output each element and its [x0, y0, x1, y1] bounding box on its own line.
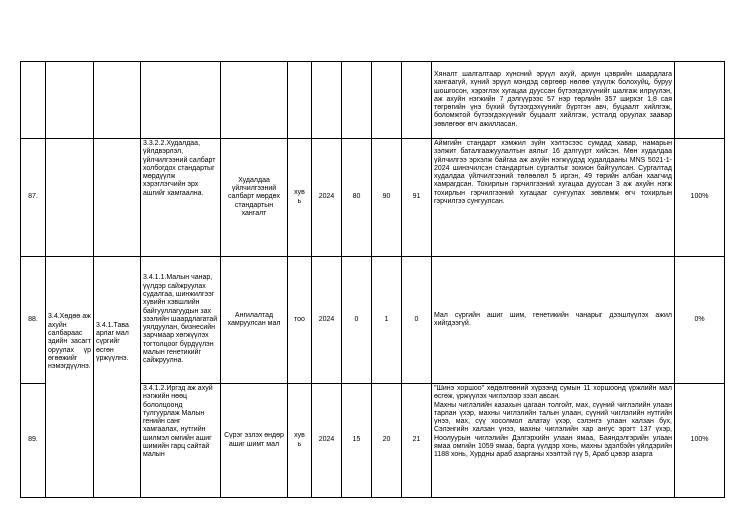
objective-cell — [94, 139, 141, 257]
unit-cell: тоо — [288, 257, 312, 384]
unit-cell: хув ь — [288, 384, 312, 498]
activity-cell: 3.3.2.2.Худалдаа, үйлдвэрлэл, үйлчилгээний салбарт холбогдох стандартыг мөрдүүлж хэрэглэгчийн эрх ашгийг хамгаална. — [141, 139, 221, 257]
objective-cell — [94, 62, 141, 139]
indicator-cell — [221, 62, 288, 139]
report-cell: Аймгийн стандарт хэмжил зүйн хэлтэсээс сумдад хавар, намарын зэлжит баталгаажуулалтын аялыг 16 дэлгүүрт хийсэн. Мөн худалдаа үйлчилгээ эрхэлж байгаа аж ахуйн нэгжүүдэд худалдааны MNS 5021-1-2024 шинэчилсэн стандартын сургалтыг зохион байгуулсан. Сургалтад худалдаа үйлчилгээний төлөөлөл 5 иргэн, 49 төрийн албан хаагчид хамрагдсан. Тохирлын гэрчилгээний хугацаа дууссан 3 аж ахуйн нэгж тохирлын гэрчилгээний хугацааг сунгуулах зөвлөмж өгч тохирлын гэрчилгээ сунгуулсан. — [432, 139, 675, 257]
base-cell: 0 — [342, 257, 372, 384]
table-row — [21, 139, 725, 257]
percent-cell: 100% — [675, 139, 725, 257]
goal-cell — [46, 139, 94, 257]
report-cell: "Шинэ хоршоо" хөдөлгөөний хүрээнд сумын 11 хоршоонд үржлийн мал өсгөж, үржүүлэх чиглэлээр зээл авсан. Махны чиглэлийн казахын цагаан толгойт, мах, сүүний чиглэлийн улаан тарлан үхэр, махны чиглэлийн талын улаан, сүүний чиглэлийн нутгийн үнээ, мах, сүү хосолмол алатау үхэр, сэлэнгэ улаан халзан бух, Сэлэнгийн халзан үнээ, махны чиглэлийн хар ангус эрэгт 137 үхэр, Ноолуурын чиглэлийн Дэлгэрхийн улаан ямаа, Баяндэлгэрийн улаан ямаа омгийн 1059 ямаа, барга үүлдэр хонь, махны эдэлбэйн үйлдэрийн 1188 хонь, Хурдны араб азарганы хээлтэй гүү 5, Араб цэвэр азарга — [432, 384, 675, 498]
objective-cell: 3.4.1.Тава арлаг мал сүргийг өсгөн үржүүлнэ. — [94, 257, 141, 498]
table-row — [21, 257, 725, 384]
goal-cell: 3.4.Хөдөө аж ахуйн салбараас эдийн засагт оруулах үр өгөөжийг нэмэгдүүлнэ. — [46, 257, 94, 498]
target-cell: 90 — [372, 139, 402, 257]
row-number: 88. — [21, 257, 46, 384]
percent-cell: 100% — [675, 384, 725, 498]
actual-cell: 91 — [402, 139, 432, 257]
activity-cell: 3.4.1.2.Иргэд аж ахуй нэгжийн нөөц бололцоонд тулгуурлаж Малын генийн санг хамгаалах, нутгийн шилмэл омгийн ашиг шимийн гарц сайтай малын — [141, 384, 221, 498]
percent-cell — [675, 62, 725, 139]
activity-cell: 3.4.1.1.Малын чанар, үүлдэр сайжруулах судалгаа, шинжилгээг хувийн хэвшлийн байгууллагуудын зах зээлийн шаардлагатай уялдуулан, бизнесийн зарчмаар хөгжүүлэх тогтолцоог бүрдүүлэн малын генетикийг сайжруулна. — [141, 257, 221, 384]
report-cell: Мал сүргийн ашиг шим, генетикийн чанарыг дээшлүүлэх ажил хийгдээгүй. — [432, 257, 675, 384]
unit-cell — [288, 62, 312, 139]
indicator-cell: Худалдаа үйлчилгээний салбарт мөрдөх стандартын хангалт — [221, 139, 288, 257]
year-cell — [312, 62, 342, 139]
base-cell: 15 — [342, 384, 372, 498]
row-number — [21, 62, 46, 139]
report-table — [20, 61, 725, 498]
row-number: 87. — [21, 139, 46, 257]
base-cell — [342, 62, 372, 139]
base-cell: 80 — [342, 139, 372, 257]
goal-cell — [46, 62, 94, 139]
actual-cell — [402, 62, 432, 139]
target-cell: 20 — [372, 384, 402, 498]
report-cell: Хяналт шалгалтаар хүнсний эрүүл ахуй, ариун цэврийн шаардлага хангаагүй, хүний эрүүл мэндэд сөргөөр нөлөө үзүүлж болохуйц, буруу шошгосон, хэрэглэх хугацаа дууссан бүтээгдэхүүнийг шалгаж илрүүлэн, аж ахуйн нэгжийн 7 дэлгүүрээс 57 нэр төрлийн 357 ширхэг 1,8 сая төгрөгийн үнэ бүхий бүтээгдэхүүнийг бүртгэн авч, буцаалт хийлгэж, боломжтой бүтээгдэхүүнийг буцаалт хийлгэж, устгалд оруулах заавар зөвлөгөөг өгч ажилласан. — [432, 62, 675, 139]
indicator-cell: Ангилалтад хамруулсан мал — [221, 257, 288, 384]
year-cell: 2024 — [312, 257, 342, 384]
table-row — [21, 62, 725, 139]
unit-cell: хув ь — [288, 139, 312, 257]
actual-cell: 0 — [402, 257, 432, 384]
target-cell — [372, 62, 402, 139]
percent-cell: 0% — [675, 257, 725, 384]
row-number: 89. — [21, 384, 46, 498]
activity-cell — [141, 62, 221, 139]
target-cell: 1 — [372, 257, 402, 384]
indicator-cell: Сүрэг эзлэх өндөр ашиг шимт мал — [221, 384, 288, 498]
year-cell: 2024 — [312, 384, 342, 498]
actual-cell: 21 — [402, 384, 432, 498]
year-cell: 2024 — [312, 139, 342, 257]
